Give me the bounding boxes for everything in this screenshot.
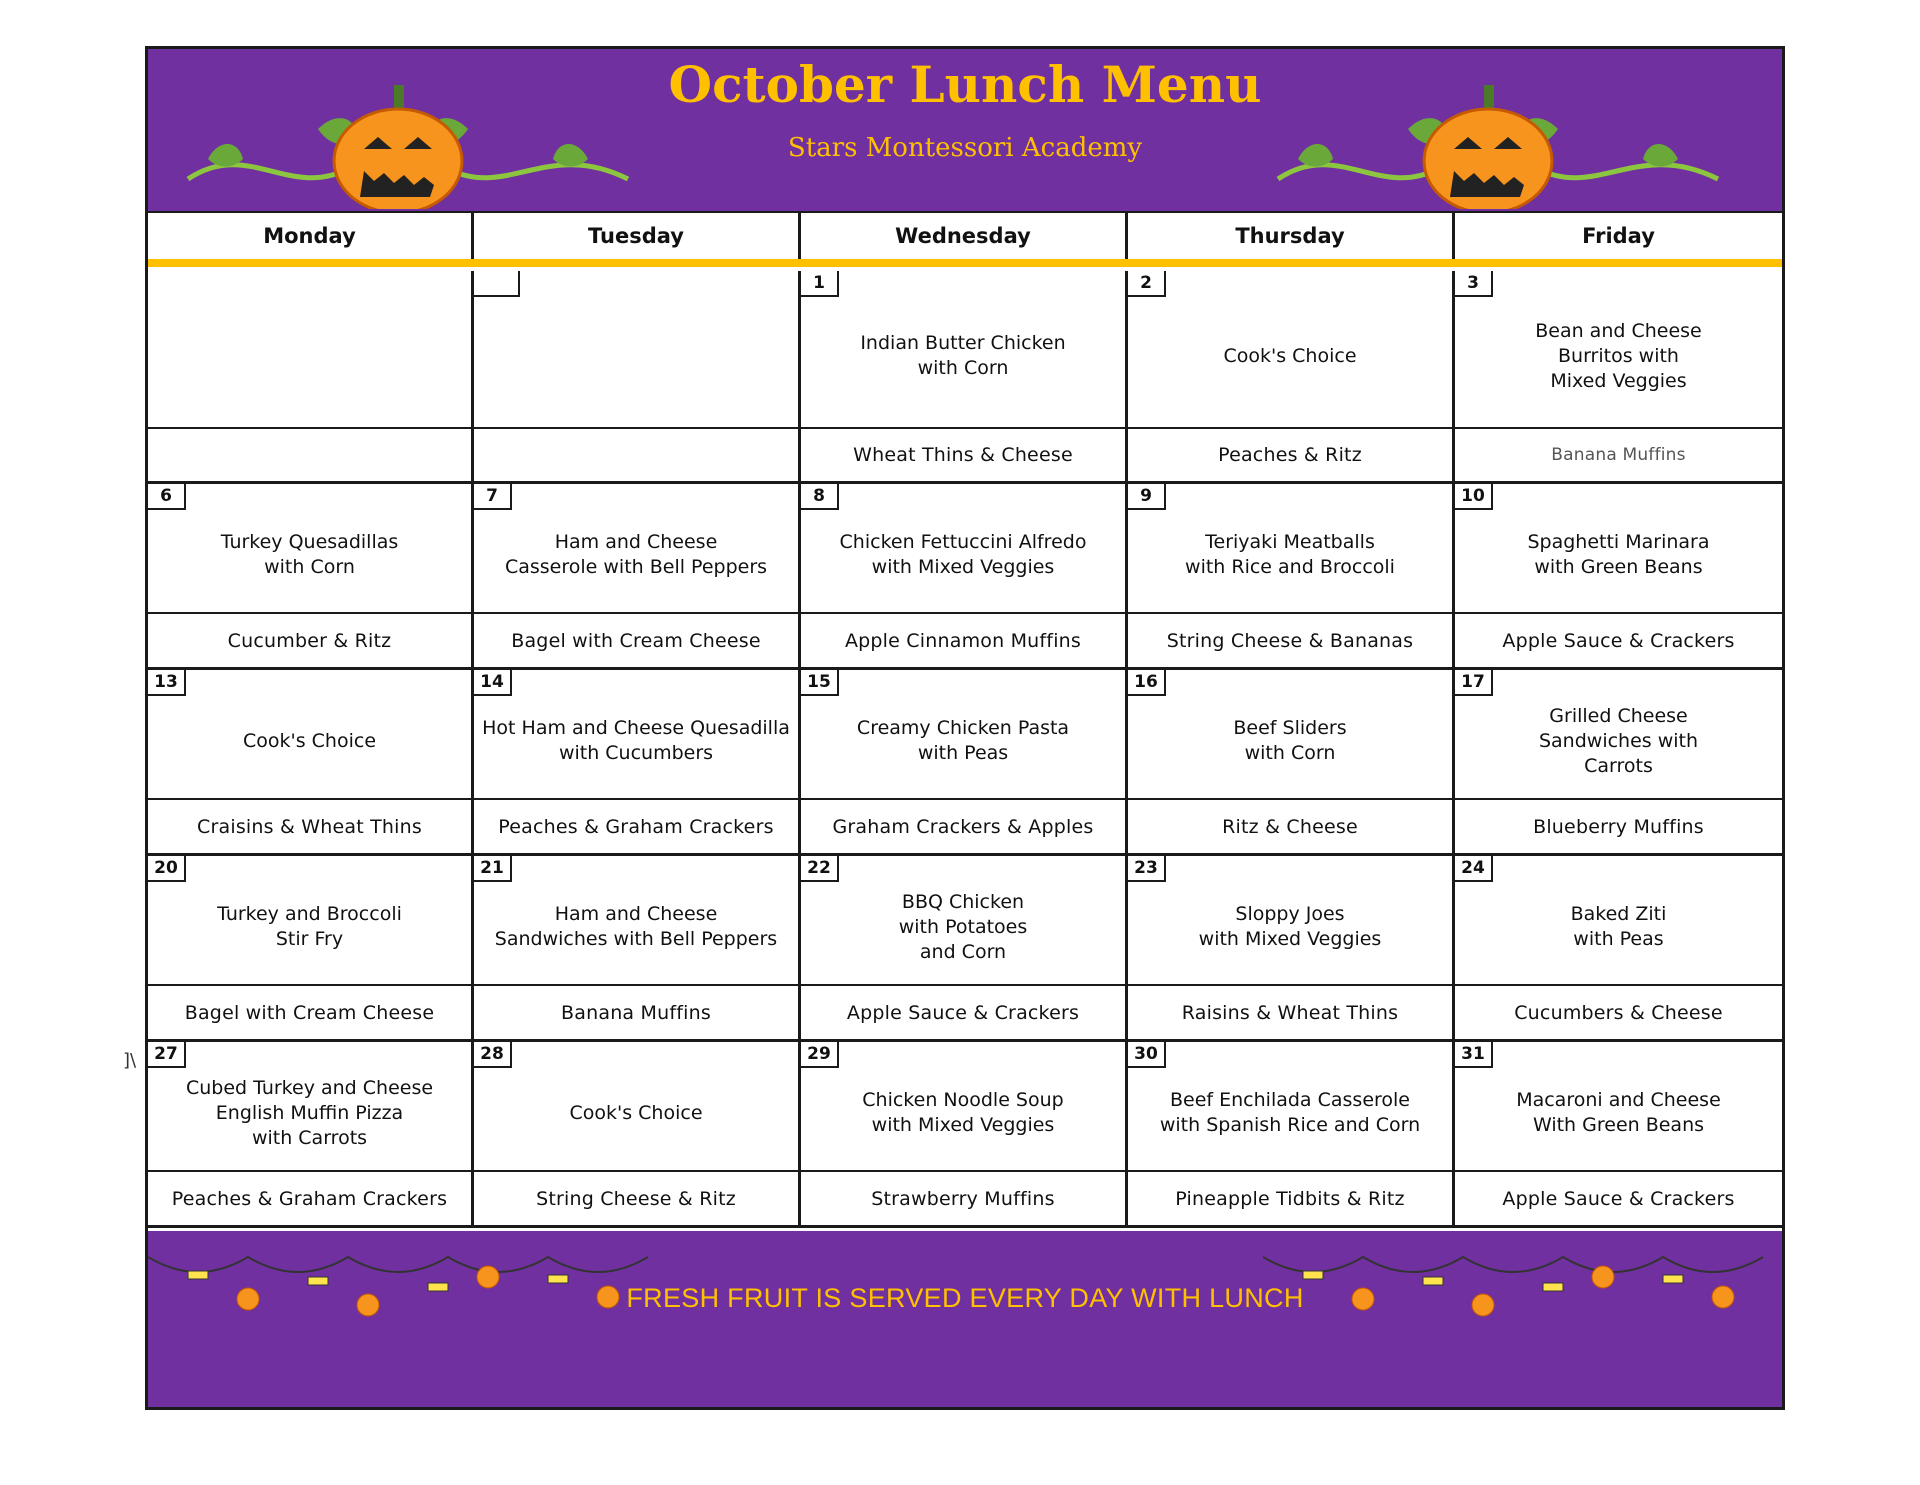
entree-text: Cook's Choice <box>242 729 377 752</box>
entree-text: Ham and Cheese Sandwiches with Bell Peppers <box>494 903 778 950</box>
date-number: 6 <box>148 484 186 510</box>
entree-area <box>474 484 798 614</box>
entree-area <box>801 271 1125 429</box>
day-header-monday: Monday <box>148 211 474 259</box>
entree-area <box>148 670 471 800</box>
entree-area <box>148 1042 471 1172</box>
date-number: 31 <box>1455 1042 1493 1068</box>
date-number: 1 <box>801 271 839 297</box>
entree-area <box>474 271 798 429</box>
date-number: 2 <box>1128 271 1166 297</box>
entree-text: Cook's Choice <box>1223 344 1357 367</box>
entree-area <box>801 1042 1125 1172</box>
day-cell-wednesday <box>801 856 1128 1039</box>
entree-area <box>1455 856 1782 986</box>
date-number: 16 <box>1128 670 1166 696</box>
day-cell-thursday <box>1128 856 1455 1039</box>
entree-text: Hot Ham and Cheese Quesadilla with Cucumbers <box>482 717 790 764</box>
date-number: 29 <box>801 1042 839 1068</box>
entree-text: Spaghetti Marinara with Green Beans <box>1527 531 1710 578</box>
menu-header <box>148 49 1782 211</box>
entree-area <box>801 484 1125 614</box>
entree-text <box>304 342 316 356</box>
snack-text: Blueberry Muffins <box>1533 815 1704 838</box>
day-cell-wednesday <box>801 271 1128 481</box>
week-row <box>148 856 1782 1042</box>
entree-area <box>1128 271 1452 429</box>
day-cell-friday <box>1455 1042 1782 1225</box>
date-number: 21 <box>474 856 512 882</box>
entree-area <box>1128 484 1452 614</box>
snack-text: Cucumbers & Cheese <box>1514 1001 1723 1024</box>
day-cell-friday <box>1455 670 1782 853</box>
day-header-tuesday: Tuesday <box>474 211 801 259</box>
snack-text: Apple Cinnamon Muffins <box>844 629 1082 652</box>
date-number: 7 <box>474 484 512 510</box>
entree-text: Sloppy Joes with Mixed Veggies <box>1198 903 1382 950</box>
entree-area <box>1128 670 1452 800</box>
entree-text: Chicken Noodle Soup with Mixed Veggies <box>862 1089 1064 1136</box>
day-cell-tuesday <box>474 271 801 481</box>
entree-text: Macaroni and Cheese With Green Beans <box>1516 1089 1721 1136</box>
day-cell-friday <box>1455 271 1782 481</box>
entree-text: Turkey Quesadillas with Corn <box>220 531 399 578</box>
date-number: 8 <box>801 484 839 510</box>
entree-area <box>474 670 798 800</box>
entree-text: Ham and Cheese Casserole with Bell Peppers <box>504 531 768 578</box>
snack-text: String Cheese & Bananas <box>1166 629 1414 652</box>
snack-text: Peaches & Graham Crackers <box>171 1187 448 1210</box>
date-number: 17 <box>1455 670 1493 696</box>
day-cell-wednesday <box>801 670 1128 853</box>
snack-text: Bagel with Cream Cheese <box>184 1001 435 1024</box>
entree-area <box>148 484 471 614</box>
snack-text: Peaches & Graham Crackers <box>498 815 774 838</box>
entree-text: Chicken Fettuccini Alfredo with Mixed Veggies <box>839 531 1087 578</box>
entree-area <box>148 856 471 986</box>
entree-area <box>1455 271 1782 429</box>
date-number: 23 <box>1128 856 1166 882</box>
date-number <box>474 271 520 297</box>
day-cell-monday <box>148 1042 474 1225</box>
snack-text: String Cheese & Ritz <box>536 1187 736 1210</box>
date-number: 9 <box>1128 484 1166 510</box>
snack-text: Raisins & Wheat Thins <box>1181 1001 1399 1024</box>
snack-text: Peaches & Ritz <box>1218 444 1362 466</box>
entree-text: Teriyaki Meatballs with Rice and Broccoli <box>1185 531 1395 578</box>
entree-area <box>1455 1042 1782 1172</box>
date-number: 28 <box>474 1042 512 1068</box>
entree-text: Turkey and Broccoli Stir Fry <box>217 903 402 950</box>
day-header-friday: Friday <box>1455 211 1782 259</box>
day-cell-monday <box>148 670 474 853</box>
snack-text: Pineapple Tidbits & Ritz <box>1175 1187 1405 1210</box>
entree-text: Beef Enchilada Casserole with Spanish Rice and Corn <box>1159 1089 1421 1136</box>
entree-text: Cubed Turkey and Cheese English Muffin Pizza with Carrots <box>185 1076 434 1149</box>
date-number: 27 <box>148 1042 186 1068</box>
day-cell-friday <box>1455 856 1782 1039</box>
day-cell-tuesday <box>474 856 801 1039</box>
entree-text: Bean and Cheese Burritos with Mixed Veggies <box>1535 319 1702 392</box>
snack-text: Banana Muffins <box>561 1001 711 1024</box>
snack-text: Banana Muffins <box>1551 445 1686 465</box>
entree-text: Cook's Choice <box>569 1101 703 1124</box>
day-cell-thursday <box>1128 670 1455 853</box>
margin-mark: ]\ <box>123 1050 137 1071</box>
date-number: 13 <box>148 670 186 696</box>
entree-area <box>1128 856 1452 986</box>
menu-title: October Lunch Menu <box>668 55 1262 114</box>
entree-text: Creamy Chicken Pasta with Peas <box>856 717 1070 764</box>
week-row <box>148 271 1782 484</box>
date-number: 30 <box>1128 1042 1166 1068</box>
day-cell-tuesday <box>474 484 801 667</box>
day-cell-thursday <box>1128 1042 1455 1225</box>
day-header-thursday: Thursday <box>1128 211 1455 259</box>
day-cell-thursday <box>1128 484 1455 667</box>
snack-text: Wheat Thins & Cheese <box>853 444 1073 466</box>
entree-text: Baked Ziti with Peas <box>1570 903 1667 950</box>
fresh-fruit-note: FRESH FRUIT IS SERVED EVERY DAY WITH LUNCH <box>626 1283 1304 1313</box>
day-cell-tuesday <box>474 1042 801 1225</box>
week-row <box>148 1042 1782 1228</box>
entree-area <box>801 670 1125 800</box>
entree-area <box>1128 1042 1452 1172</box>
day-cell-wednesday <box>801 484 1128 667</box>
day-cell-monday <box>148 271 474 481</box>
snack-text: Apple Sauce & Crackers <box>846 1001 1080 1024</box>
entree-text: Indian Butter Chicken with Corn <box>860 332 1066 379</box>
entree-area <box>148 271 471 429</box>
menu-footer <box>148 1231 1782 1407</box>
gold-divider <box>148 259 1782 267</box>
entree-area <box>1455 670 1782 800</box>
day-cell-thursday <box>1128 271 1455 481</box>
snack-text <box>148 429 471 481</box>
snack-text: Graham Crackers & Apples <box>832 815 1094 838</box>
entree-area <box>474 856 798 986</box>
snack-text: Bagel with Cream Cheese <box>511 629 761 652</box>
day-cell-monday <box>148 484 474 667</box>
entree-text: Beef Sliders with Corn <box>1233 717 1347 764</box>
snack-text: Ritz & Cheese <box>1222 815 1358 838</box>
school-name: Stars Montessori Academy <box>787 133 1143 163</box>
entree-area <box>801 856 1125 986</box>
day-cell-friday <box>1455 484 1782 667</box>
calendar-grid <box>148 271 1782 1228</box>
weekday-header-row <box>148 211 1782 259</box>
snack-text: Craisins & Wheat Thins <box>197 815 422 838</box>
lunch-menu-sheet <box>145 46 1785 1410</box>
day-header-wednesday: Wednesday <box>801 211 1128 259</box>
entree-text: BBQ Chicken with Potatoes and Corn <box>898 890 1028 963</box>
week-row <box>148 484 1782 670</box>
entree-text <box>630 342 642 356</box>
snack-text: Apple Sauce & Crackers <box>1502 1187 1735 1210</box>
date-number: 3 <box>1455 271 1493 297</box>
snack-text: Cucumber & Ritz <box>227 629 392 652</box>
snack-text <box>474 429 798 481</box>
day-cell-tuesday <box>474 670 801 853</box>
date-number: 24 <box>1455 856 1493 882</box>
snack-text: Strawberry Muffins <box>871 1187 1055 1210</box>
entree-text: Grilled Cheese Sandwiches with Carrots <box>1538 704 1699 777</box>
date-number: 15 <box>801 670 839 696</box>
date-number: 22 <box>801 856 839 882</box>
entree-area <box>474 1042 798 1172</box>
entree-area <box>1455 484 1782 614</box>
week-row <box>148 670 1782 856</box>
day-cell-monday <box>148 856 474 1039</box>
date-number: 10 <box>1455 484 1493 510</box>
date-number: 20 <box>148 856 186 882</box>
day-cell-wednesday <box>801 1042 1128 1225</box>
date-number: 14 <box>474 670 512 696</box>
snack-text: Apple Sauce & Crackers <box>1502 629 1735 652</box>
